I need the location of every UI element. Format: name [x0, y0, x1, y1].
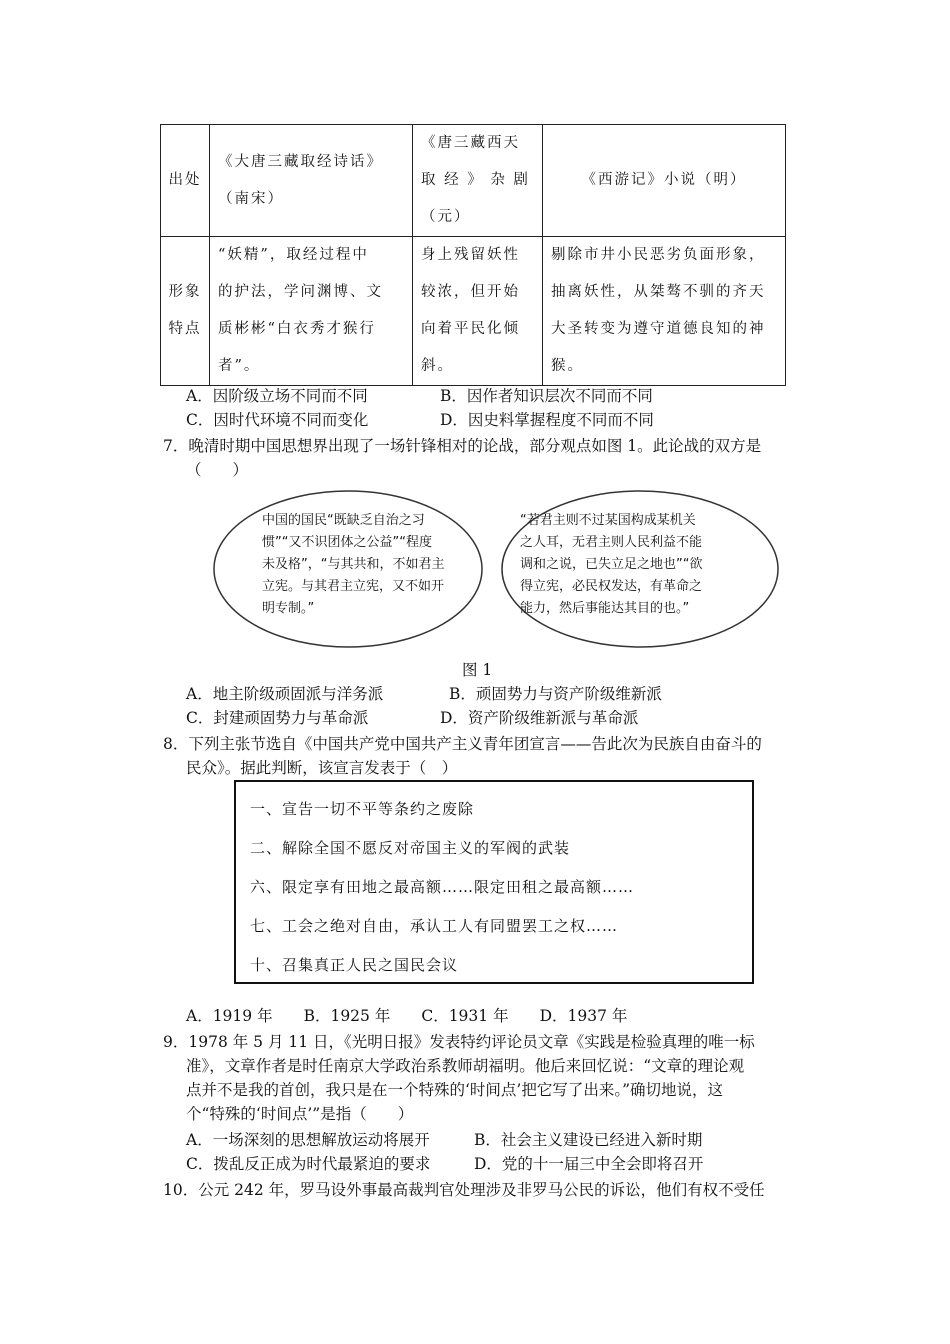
q6-option-a: A．因阶级立场不同而不同	[186, 387, 368, 405]
q7-stem: 7．晚清时期中国思想界出现了一场针锋相对的论战，部分观点如图 1。此论战的双方是	[163, 437, 762, 455]
table-row	[161, 237, 786, 386]
q7-option-b: B．顽固势力与资产阶级维新派	[449, 685, 662, 703]
q10-stem-line1: 10．公元 242 年，罗马设外事最高裁判官处理涉及非罗马公民的诉讼，他们有权不受任	[163, 1181, 765, 1199]
table-cell: 剔除市井小民恶劣负面形象， 抽离妖性，从桀骜不驯的齐天 大圣转变为遵守道德良知的神 猴。	[543, 237, 786, 386]
q9-stem-line4: 个“特殊的‘时间点’”是指（ ）	[186, 1105, 414, 1123]
box-item: 一、宣告一切不平等条约之废除	[250, 800, 475, 818]
table-header-traits: 形象 特点	[161, 237, 210, 386]
q7-option-c: C．封建顽固势力与革命派	[186, 709, 369, 727]
table-cell: 《西游记》小说（明）	[543, 125, 786, 237]
box-item: 二、解除全国不愿反对帝国主义的军阀的武装	[250, 839, 571, 857]
q6-option-d: D．因史料掌握程度不同而不同	[440, 411, 654, 429]
table-row	[161, 125, 786, 237]
box-item: 六、限定享有田地之最高额……限定田租之最高额……	[250, 878, 635, 896]
q9-stem-line3: 点并不是我的首创，我只是在一个特殊的‘时间点’把它写了出来。”确切地说，这	[186, 1081, 724, 1099]
table-cell: 《唐三藏西天 取 经 》 杂 剧 （元）	[413, 125, 543, 237]
box-item: 十、召集真正人民之国民会议	[250, 956, 459, 974]
table-cell: 《大唐三藏取经诗话》 （南宋）	[210, 125, 413, 237]
right-circle-text: “若君主则不过某国构成某机关 之人耳，无君主则人民利益不能 调和之说，已失立足之地也”“欲 得立宪，必民权发达，有革命之 能力，然后事能达其目的也。”	[520, 513, 703, 616]
table-cell: “妖精”，取经过程中 的护法，学问渊博、文 质彬彬“白衣秀才猴行 者”。	[210, 237, 413, 386]
q7-option-a: A．地主阶级顽固派与洋务派	[186, 685, 384, 703]
box-item: 七、工会之绝对自由，承认工人有同盟罢工之权……	[250, 917, 619, 935]
q9-option-d: D．党的十一届三中全会即将召开	[474, 1155, 704, 1173]
q6-option-c: C．因时代环境不同而变化	[186, 411, 369, 429]
table-cell: 身上残留妖性 较浓，但开始 向着平民化倾 斜。	[413, 237, 543, 386]
q9-option-b: B．社会主义建设已经进入新时期	[474, 1131, 703, 1149]
table-header-source: 出处	[161, 125, 210, 237]
q8-stem: 8．下列主张节选自《中国共产党中国共产主义青年团宣言——告此次为民族自由奋斗的	[163, 735, 762, 753]
q9-option-a: A．一场深刻的思想解放运动将展开	[186, 1131, 430, 1149]
left-circle-text: 中国的国民“既缺乏自治之习 惯”“又不识团体之公益”“程度 未及格”，“与其共和，不如君主 立宪。与其君主立宪，又不如开 明专制。”	[262, 513, 445, 616]
comparison-table	[160, 124, 786, 386]
q9-option-c: C．拨乱反正成为时代最紧迫的要求	[186, 1155, 431, 1173]
q8-stem-cont: 民众》。据此判断，该宣言发表于（ ）	[186, 759, 458, 777]
q7-option-d: D．资产阶级维新派与革命派	[440, 709, 639, 727]
q6-option-b: B．因作者知识层次不同而不同	[440, 387, 653, 405]
figure-caption: 图 1	[462, 661, 493, 679]
manifesto-box	[234, 780, 754, 984]
q9-stem-line2: 准》，文章作者是时任南京大学政治系教师胡福明。他后来回忆说：“文章的理论观	[186, 1057, 745, 1075]
q7-stem-paren: （ ）	[186, 461, 249, 479]
q8-options: A．1919 年 B．1925 年 C．1931 年 D．1937 年	[186, 1007, 628, 1025]
q9-stem-line1: 9．1978 年 5 月 11 日，《光明日报》发表特约评论员文章《实践是检验真理的唯一标	[163, 1033, 755, 1051]
